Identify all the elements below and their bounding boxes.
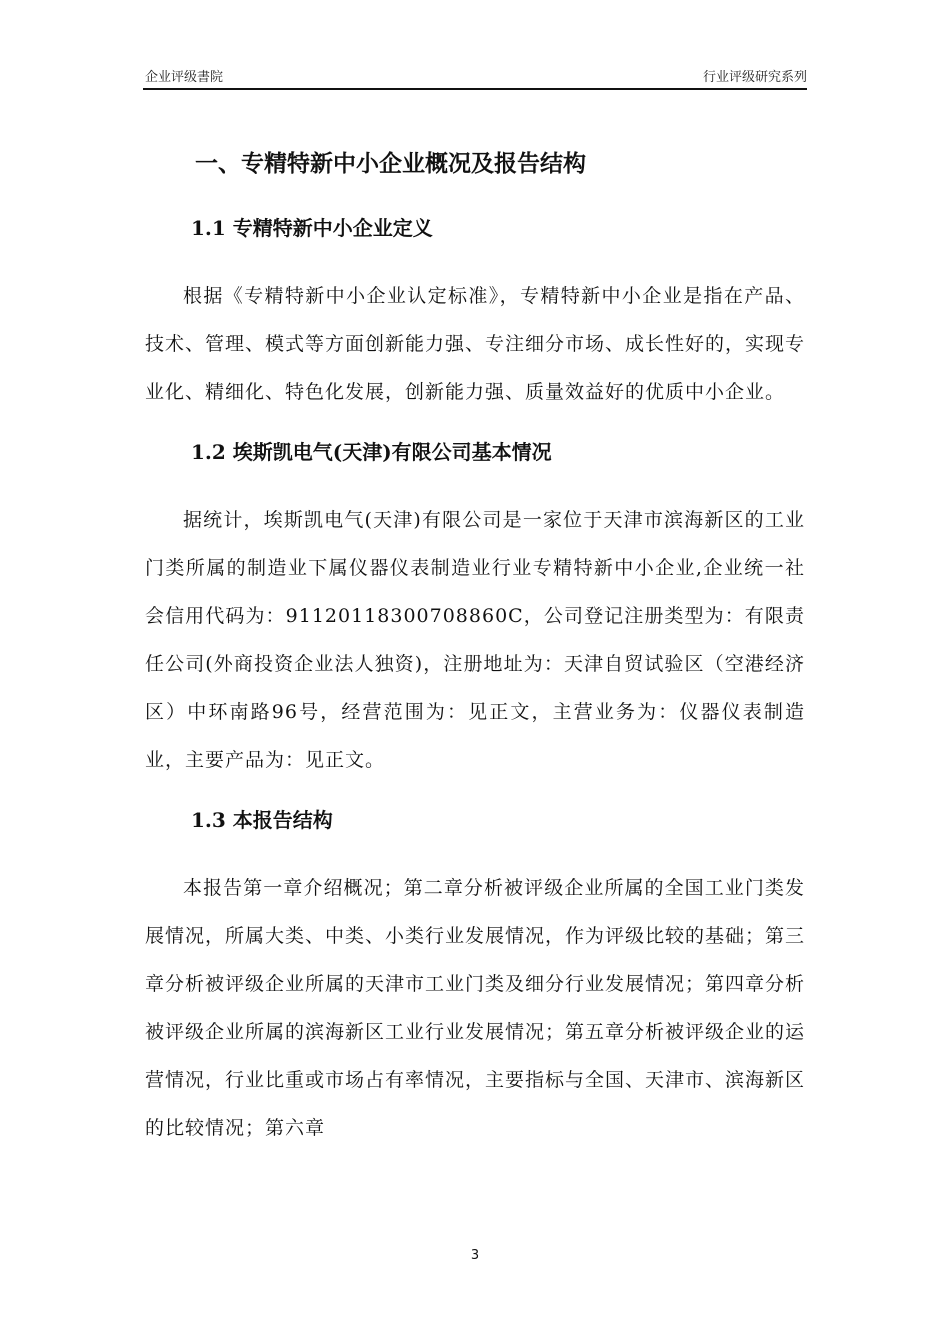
subsection-title-1-1: 1.1 专精特新中小企业定义 [191, 216, 433, 240]
page-number: 3 [470, 1248, 480, 1263]
header-divider [143, 88, 807, 90]
paragraph-report-structure: 本报告第一章介绍概况；第二章分析被评级企业所属的全国工业门类发展情况，所属大类、中类、小类行业发展情况，作为评级比较的基础；第三章分析被评级企业所属的天津市工业门类及细分行业发展情况；第四章分析被评级企业所属的滨海新区工业行业发展情况；第五章分析被评级企业的运营情况，行业比重或市场占有率情况，主要指标与全国、天津市、滨海新区的比较情况；第六章 [145, 877, 806, 1139]
paragraph-company-info: 据统计，埃斯凯电气(天津)有限公司是一家位于天津市滨海新区的工业门类所属的制造业下属仪器仪表制造业行业专精特新中小企业,企业统一社会信用代码为：91120118300708860C，公司登记注册类型为：有限责任公司(外商投资企业法人独资)，注册地址为：天津自贸试验区（空港经济区）中环南路96号，经营范围为：见正文，主营业务为：仪器仪表制造业，主要产品为：见正文。 [145, 509, 805, 771]
paragraph-definition: 根据《专精特新中小企业认定标准》，专精特新中小企业是指在产品、技术、管理、模式等方面创新能力强、专注细分市场、成长性好的，实现专业化、精细化、特色化发展，创新能力强、质量效益好的优质中小企业。 [145, 285, 806, 403]
header-right-text: 行业评级研究系列 [702, 70, 807, 85]
section-title: 一、专精特新中小企业概况及报告结构 [195, 150, 586, 177]
header-left-text: 企业评级書院 [145, 70, 224, 85]
page-content [145, 138, 805, 1152]
subsection-title-1-2: 1.2 埃斯凯电气(天津)有限公司基本情况 [191, 440, 552, 464]
subsection-title-1-3: 1.3 本报告结构 [191, 808, 333, 832]
